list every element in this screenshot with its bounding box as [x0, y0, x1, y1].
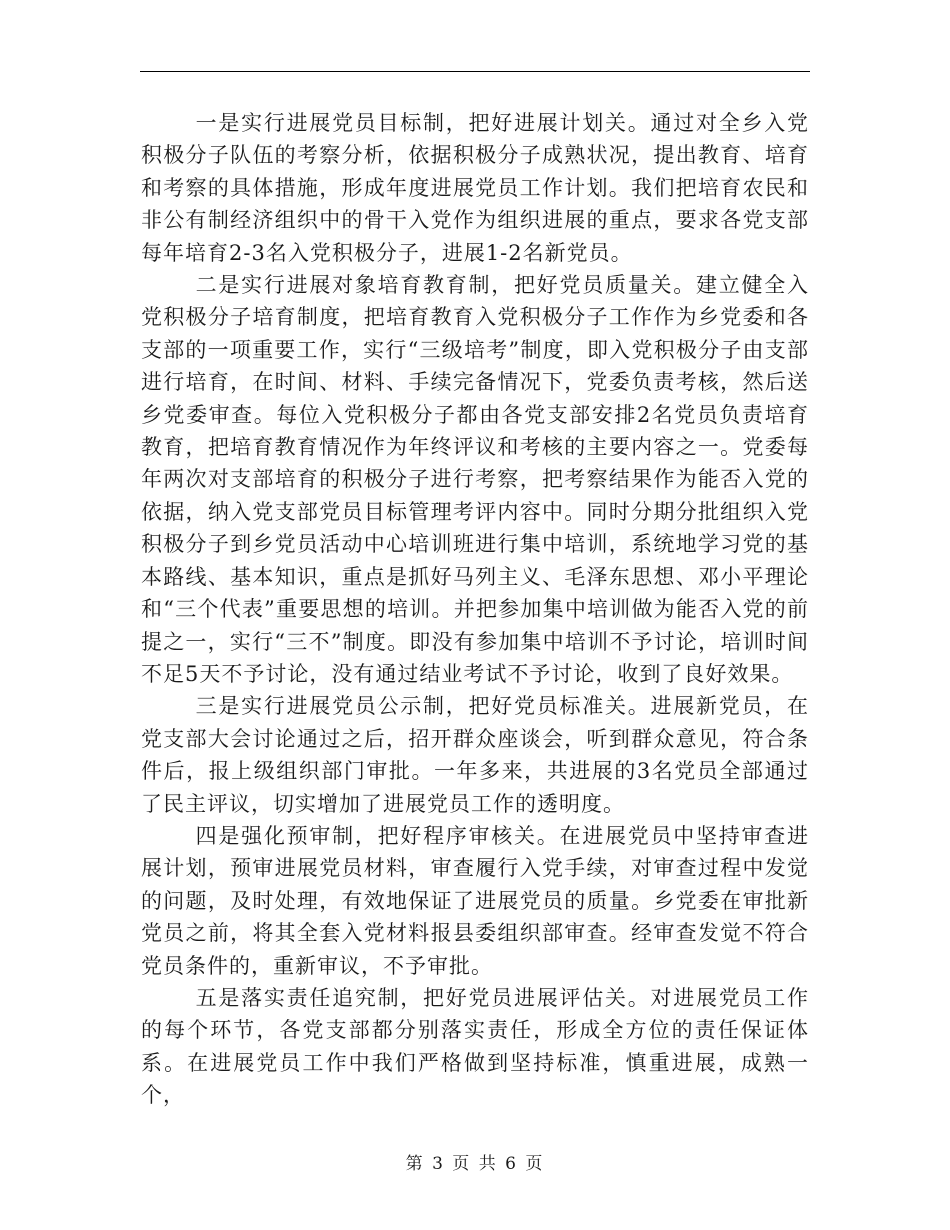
paragraph-5: 五是落实责任追究制，把好党员进展评估关。对进展党员工作的每个环节，各党支部都分别落实责任，形成全方位的责任保证体系。在进展党员工作中我们严格做到坚持标准，慎重进展，成熟一个， — [141, 985, 809, 1108]
paragraph-2: 二是实行进展对象培育教育制，把好党员质量关。建立健全入党积极分子培育制度，把培育教育入党积极分子工作作为乡党委和各支部的一项重要工作，实行“三级培考”制度，即入党积极分子由支部进行培育，在时间、材料、手续完备情况下，党委负责考核，然后送乡党委审查。每位入党积极分子都由各党支部安排2名党员负责培育教育，把培育教育情况作为年终评议和考核的主要内容之一。党委每年两次对支部培育的积极分子进行考察，把考察结果作为能否入党的依据，纳入党支部党员目标管理考评内容中。同时分期分批组织入党积极分子到乡党员活动中心培训班进行集中培训，系统地学习党的基本路线、基本知识，重点是抓好马列主义、毛泽东思想、邓小平理论和“三个代表”重要思想的培训。并把参加集中培训做为能否入党的前提之一，实行“三不”制度。即没有参加集中培训不予讨论，培训时间不足5天不予讨论，没有通过结业考试不予讨论，收到了良好效果。 — [141, 273, 809, 686]
page-number-footer: 第 3 页 共 6 页 — [405, 1154, 545, 1174]
document-body — [141, 107, 809, 1112]
paragraph-4: 四是强化预审制，把好程序审核关。在进展党员中坚持审查进展计划，预审进展党员材料，审查履行入党手续，对审查过程中发觉的问题，及时处理，有效地保证了进展党员的质量。乡党委在审批新党员之前，将其全套入党材料报县委组织部审查。经审查发觉不符合党员条件的，重新审议，不予审批。 — [141, 823, 809, 978]
paragraph-1: 一是实行进展党员目标制，把好进展计划关。通过对全乡入党积极分子队伍的考察分析，依据积极分子成熟状况，提出教育、培育和考察的具体措施，形成年度进展党员工作计划。我们把培育农民和非公有制经济组织中的骨干入党作为组织进展的重点，要求各党支部每年培育2-3名入党积极分子，进展1-2名新党员。 — [141, 111, 809, 265]
paragraph-3: 三是实行进展党员公示制，把好党员标准关。进展新党员，在党支部大会讨论通过之后，招开群众座谈会，听到群众意见，符合条件后，报上级组织部门审批。一年多来，共进展的3名党员全部通过了民主评议，切实增加了进展党员工作的透明度。 — [141, 694, 809, 816]
header-divider — [140, 71, 810, 72]
